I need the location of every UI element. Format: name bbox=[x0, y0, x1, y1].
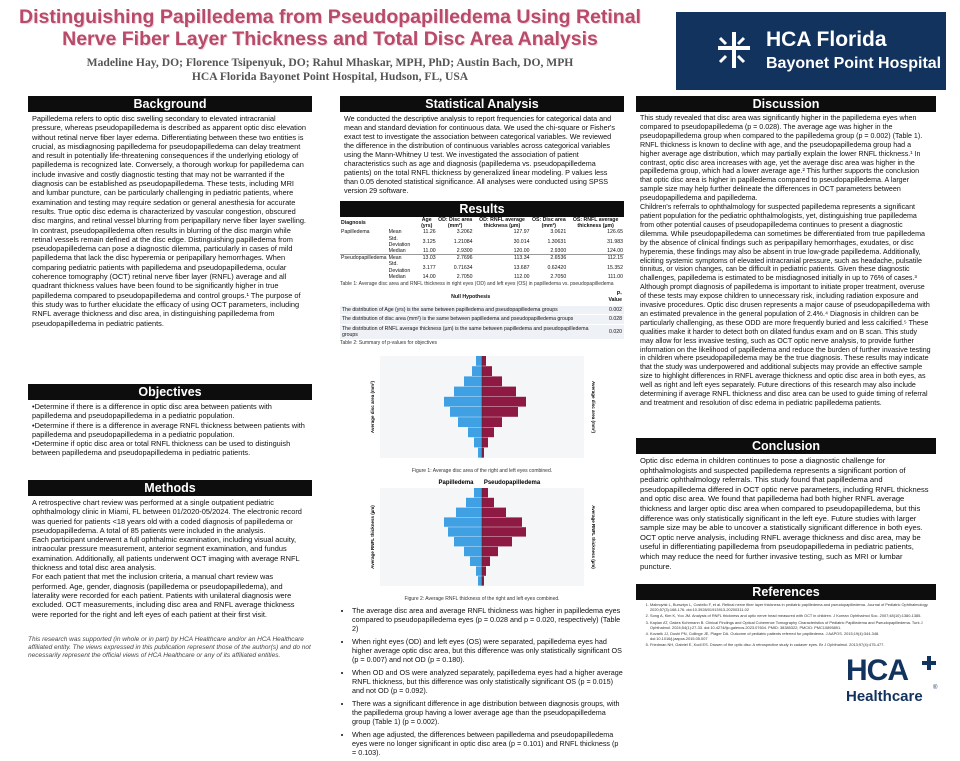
plus-icon bbox=[922, 656, 936, 670]
results-table-1 bbox=[340, 217, 624, 280]
table-cell: Mean bbox=[388, 229, 402, 236]
hca-cross-icon bbox=[710, 28, 754, 72]
figure-2-caption: Figure 2: Average RNFL thickness of the right and left eyes combined. bbox=[404, 596, 560, 603]
reference-list bbox=[636, 600, 936, 648]
section-heading-methods: Methods bbox=[28, 480, 312, 496]
table-cell: 2.6536 bbox=[530, 255, 567, 262]
poster-header bbox=[0, 0, 960, 92]
bar-left bbox=[456, 508, 482, 517]
table-cell: 2.9300 bbox=[456, 248, 473, 255]
middle-column bbox=[340, 96, 624, 761]
table-row bbox=[340, 305, 624, 314]
table-cell: 0.028 bbox=[601, 315, 624, 324]
group-label-right: Pseudopapilledema bbox=[483, 480, 541, 487]
bar-right bbox=[482, 498, 494, 507]
methods-paragraph: For each patient that met the inclusion criteria, a manual chart review was performed. Age, gender, diagnosis (papilledema or pseudopapilledema), and laterality were recorded for each patient. Patients with unilateral diagnosis were excluded. OCT measurements, including disc area and RNFL average thickness were reported for the right and left eyes of each patient at their first visit. bbox=[32, 572, 295, 619]
y-axis-label-left: Average disc area (mm²) bbox=[370, 381, 375, 434]
logo-line-1: HCA Florida bbox=[766, 28, 887, 51]
table-cell: 113.34 bbox=[474, 255, 531, 262]
funding-disclaimer: This research was supported (in whole or in part) by HCA Healthcare and/or an HCA Healthcare affiliated entity. The views expressed in this publication represent those of the author(s) and do not necessarily represent the official views of HCA Healthcare or any of its affiliated entities. bbox=[28, 636, 311, 659]
table-cell: 31.983 bbox=[607, 238, 623, 245]
table-cell: 2.7050 bbox=[550, 273, 567, 280]
table-header bbox=[388, 217, 417, 229]
table-cell: 111.00 bbox=[607, 273, 623, 280]
conclusion-text: Optic disc edema in children continues to pose a diagnostic challenge for ophthalmologists and suspected papilledema represents a significant portion of pediatric ophthalmology referrals. This study found that papilledema and pseudopapilledema differed in OCT optic nerve parameters, including RNFL thickness and optic disc area. We found that papilledema had both higher RNFL average thickness and larger optic disc area when compared to pseudopapilledema, but this difference was only statistically significant in the left eye. Future studies with larger sample size may be able to uncover a statistically significant difference in both eyes. OCT optic nerve analysis, including RNFL average thickness and disc area, may be useful in differentiating papilledema from pseudopapilledema in pediatric patients, which may reduce the need for further invasive testing, such as MRI or lumbar puncture. bbox=[640, 456, 929, 571]
table-cell: 3.0621 bbox=[550, 229, 567, 236]
bar-left bbox=[476, 356, 482, 366]
bar-right bbox=[482, 387, 516, 397]
table-cell: Papilledema bbox=[341, 229, 370, 236]
table-row bbox=[340, 248, 624, 255]
bar-left bbox=[466, 498, 482, 507]
table-cell: 14.00 bbox=[422, 273, 436, 280]
table-cell: 1.30631 bbox=[547, 238, 567, 245]
table-row bbox=[340, 324, 624, 339]
bar-right bbox=[482, 567, 486, 576]
bar-left bbox=[454, 537, 482, 546]
bar-right bbox=[482, 367, 492, 377]
list-item: • There was a significant difference in age distribution between diagnosis groups, with the papilledema group having a lower average age than the pseudopapilledema group (Table 1) (p = 0.002). bbox=[352, 699, 624, 726]
table-cell: 13.687 bbox=[513, 264, 530, 271]
bar-right bbox=[482, 518, 522, 527]
table-header: Age (yrs) bbox=[421, 217, 433, 230]
table-cell: 112.00 bbox=[513, 273, 530, 280]
discussion-paragraph: This study revealed that disc area was significantly higher in the papilledema eyes when compared to pseudopapilledema (p = 0.028). The average age was higher in the pseudopapilledema group when compared to the papilledema group (p = 0.002) (Table 1). RNFL thickness is known to decline with age, and the pseudopapilledema group had a higher average age distribution, which may partially explain the lower RNFL thickness.¹ In contrast, optic disc area increases with age, yet the average disc area was higher in the papilledema group, which had a lower average age.² This further supports the conclusion that optic disc area is higher in papilledema compared to pseudopapilledema. A larger sample size may help further delineate the differences in OCT parameters between pseudopapilledema and papilledema. bbox=[640, 114, 923, 203]
table-header: OD: RNFL average thickness (µm) bbox=[479, 217, 525, 230]
bar-right bbox=[482, 418, 502, 428]
table-cell: 13.03 bbox=[417, 255, 437, 262]
table-header-row bbox=[340, 217, 624, 229]
table-cell: 2.7050 bbox=[456, 273, 473, 280]
table-header: P-Value bbox=[608, 291, 622, 304]
table-cell: 2.7696 bbox=[437, 255, 474, 262]
table-cell: 120.00 bbox=[513, 248, 530, 255]
reference-item: 3. Kaplan AT, Oakes Kohrmann B. Clinical Findings and Optical Coherence Tomography Characteristics of Pediatric Papilledema and Pseudopapilledema. Turk J Ophthalmol. 2024;54(1):27-33. doi:10.4274/tjo.galenos.2023.07604. PMID: 38385322; PMCID: PMC10895891. bbox=[650, 621, 930, 631]
section-heading-results: Results bbox=[340, 201, 624, 217]
bar-left bbox=[472, 367, 482, 377]
table-body bbox=[340, 229, 624, 280]
methods-paragraph: Each participant underwent a full ophthalmic examination, including visual acuity, intraocular pressure measurement, anterior segment examination, and fundus examination. Additionally, all patients underwent OCT imaging with average RNFL thickness and total disc area analysis. bbox=[32, 535, 300, 573]
bar-left bbox=[474, 438, 482, 448]
bar-left bbox=[478, 577, 482, 586]
objective-item: •Determine if there is a difference in average RNFL thickness between patients with papilledema and pseudopapilledema in a pediatric population. bbox=[32, 420, 305, 439]
section-heading-statistical-analysis: Statistical Analysis bbox=[340, 96, 624, 112]
section-heading-objectives: Objectives bbox=[28, 384, 312, 400]
bar-left bbox=[454, 387, 482, 397]
table-cell bbox=[340, 236, 388, 248]
table-cell: Mean bbox=[388, 255, 417, 262]
bar-right bbox=[482, 407, 518, 417]
table-cell: 0.002 bbox=[601, 305, 624, 314]
table-header-row bbox=[340, 290, 624, 305]
table-cell: The distribution of RNFL average thickness (µm) is the same between papilledema and pseudopapilledema groups bbox=[340, 324, 601, 339]
reference-item: 4. Kovarik JJ, Doshi PN, Collinge JE, Plager DA. Outcome of pediatric patients referred for papilledema. J AAPOS. 2015;19(4):344-348. doi:10.1016/j.jaapos.2015.05.007 bbox=[650, 632, 930, 642]
table-cell: 1.21084 bbox=[453, 238, 473, 245]
table-1-caption: Table 1: Average disc area and RNFL thickness in right eyes (OD) and left eyes (OS) in papilledema vs. pseudopapilledema bbox=[340, 281, 614, 288]
objective-item: •Determine if there is a difference in optic disc area between patients with papilledema and pseudopapilledema in a pediatric population. bbox=[32, 402, 272, 421]
table-cell: Median bbox=[388, 248, 406, 255]
author-list: Madeline Hay, DO; Florence Tsipenyuk, DO; Rahul Mhaskar, MPH, PhD; Austin Bach, DO, MPH bbox=[86, 56, 574, 69]
table-cell: 11.00 bbox=[423, 248, 436, 255]
bar-left bbox=[476, 567, 482, 576]
bar-left bbox=[450, 407, 482, 417]
table-row bbox=[340, 315, 624, 324]
table-cell: 11.26 bbox=[423, 229, 436, 236]
left-column bbox=[28, 96, 312, 621]
section-heading-conclusion: Conclusion bbox=[636, 438, 936, 454]
bar-right bbox=[482, 508, 506, 517]
table-cell: 112.15 bbox=[567, 255, 624, 262]
bar-right bbox=[482, 577, 484, 586]
section-heading-references: References bbox=[636, 584, 936, 600]
bar-right bbox=[482, 397, 526, 407]
logo-hca-text: HCA bbox=[846, 654, 908, 687]
table-cell: 126.65 bbox=[607, 229, 623, 236]
table-header: OD: Disc area (mm²) bbox=[438, 217, 473, 230]
table-cell: Pseudopapilledema bbox=[341, 255, 387, 262]
figure-1 bbox=[340, 350, 624, 475]
list-item: • The average disc area and average RNFL thickness was higher in papilledema eyes compared to pseudopapilledema eyes (p = 0.028 and p = 0.020, respectively) (Table 2) bbox=[352, 606, 624, 633]
reference-item: 2. Song A, Kim K, Yoo JM. Analysis of RNFL thickness and optic nerve head measured with OCT in children. J Korean Ophthalmol Soc. 2007;48(10):1380-1385. bbox=[650, 614, 930, 619]
bar-left bbox=[444, 397, 482, 407]
table-cell: 3.177 bbox=[422, 264, 436, 271]
bar-left bbox=[444, 518, 482, 527]
objective-item: •Determine if optic disc area or total RNFL thickness can be used to distinguish between papilledema and pseudopapilledema in pediatric patients. bbox=[32, 439, 291, 458]
table-cell: Std. Deviation bbox=[388, 235, 411, 248]
bar-left bbox=[470, 557, 482, 566]
bar-left bbox=[458, 418, 482, 428]
bar-left bbox=[478, 448, 482, 458]
table-header: Null Hypothesis bbox=[451, 294, 491, 301]
table-cell: 2.9300 bbox=[550, 248, 567, 255]
table-cell bbox=[340, 274, 388, 280]
table-cell: 0.71634 bbox=[453, 264, 473, 271]
table-body bbox=[340, 305, 624, 339]
table-cell: 0.62420 bbox=[547, 264, 567, 271]
table-header: Diagnosis bbox=[341, 220, 366, 227]
table-cell bbox=[340, 261, 388, 273]
table-row bbox=[340, 236, 624, 248]
bar-right bbox=[482, 557, 490, 566]
table-cell: 127.97 bbox=[513, 229, 530, 236]
hca-healthcare-logo bbox=[846, 654, 946, 710]
table-cell: The distribution of disc area (mm²) is the same between papilledema and pseudopapilledema groups bbox=[340, 315, 601, 324]
bar-left bbox=[464, 547, 482, 556]
y-axis-label-right: Average disc area (mm²) bbox=[591, 381, 596, 434]
y-axis-label-right: Average RNFL thickness (µm) bbox=[591, 505, 596, 570]
logo-healthcare-text: Healthcare bbox=[846, 688, 923, 705]
table-row bbox=[340, 261, 624, 273]
results-table-2 bbox=[340, 290, 624, 339]
bar-right bbox=[482, 537, 512, 546]
table-row bbox=[340, 274, 624, 280]
hca-florida-logo bbox=[676, 12, 946, 90]
table-2-caption: Table 2: Summary of p-values for objectives bbox=[340, 340, 437, 347]
bar-right bbox=[482, 356, 486, 366]
poster-title: Distinguishing Papilledema from Pseudopapilledema Using Retinal Nerve Fiber Layer Thickness and Total Disc Area Analysis bbox=[19, 6, 641, 50]
list-item: • When age adjusted, the differences between papilledema and pseudopapilledema eyes were no longer significant in optic disc area (p = 0.101) and RNFL thickness (p = 0.103). bbox=[352, 730, 624, 757]
discussion-text bbox=[636, 112, 936, 432]
section-heading-background: Background bbox=[28, 96, 312, 112]
results-bullets bbox=[340, 606, 624, 757]
figure-2 bbox=[340, 476, 624, 603]
bar-right bbox=[482, 438, 488, 448]
methods-text bbox=[28, 496, 312, 621]
background-text: Papilledema refers to optic disc swelling secondary to elevated intracranial pressure, whereas pseudopapilledema is described as apparent optic disc elevation without retinal nerve fiber layer edema. Differentiating between these two entities is crucial, as misdiagnosing papilledema for pseudopapilledema can delay treatment and result in potentially life-threatening consequences if the underlying etiology of papilledema is recognized late. Conversely, a thorough workup for papilledema can include invasive and costly diagnostic testing that may not be warranted if the diagnosis can be established as pseudopapilledema. These tests, including MRI and lumbar puncture, can be particularly challenging in pediatric patients, where examination and testing may require sedation or general anesthesia for accurate results. True optic disc edema is characterized by vascular congestion, obscured disc margins, and retinal vessel blurring from peripapillary nerve fiber layer swelling. In contrast, pseudopapilledema often results in blurring of the disc margin while retinal vessels remain defined at the disc edge. Distinguishing papilledema from pseudopapilledema can pose a diagnostic dilemma, particularly in cases of mild papilledema that lack the disc hyperemia or peripapillary hemorrhages. When comparing pediatric patients with papilledema and pseudopapilledema, ocular coherence tomography (OCT) retinal nerve fiber layer (RNFL) average and all quadrant thickness values have been found to be significantly higher in true papilledema compared to pseudopapilledema and control groups.¹ The purpose of this study was to further elucidate the efficacy of using OCT parameters, including RNFL average thickness and disc area, in distinguishing papilledema from pseudopapilledema in pediatric patients. bbox=[32, 114, 307, 328]
disc-area-histogram bbox=[340, 350, 624, 462]
bar-left bbox=[448, 528, 482, 537]
statistical-text: We conducted the descriptive analysis to report frequencies for categorical data and mean and standard deviation for continuous data. We used the chi-square or Fisher's exact test to investigate the association between categorical variables. We reviewed the difference in the distribution of continuous variables across categorical variables using the Mann-Whitney U test. We investigated the association of patient characteristics such as age and diagnosis (papilledema vs. pseudopapilledema patients) on the total RNFL thickness by generalized linear modeling. P values less than 0.05 denoted statistical significance. All analyses were conducted using SPSS version 29 software. bbox=[344, 114, 615, 195]
table-cell: 3.2062 bbox=[456, 229, 473, 236]
table-cell: 3.125 bbox=[422, 238, 436, 245]
table-cell bbox=[340, 248, 388, 255]
table-row bbox=[340, 255, 624, 262]
table-cell: 0.020 bbox=[601, 324, 624, 339]
table-cell: Median bbox=[388, 273, 406, 280]
reference-item: 5. Friedman NH, Gabriel E, Kodl ES. Drusen of the optic disc: A retrospective study in cadaver eyes. Br J Ophthalmol. 2013;97(4):475-477. bbox=[650, 643, 930, 648]
bar-right bbox=[482, 428, 494, 438]
methods-paragraph: A retrospective chart review was performed at a single outpatient pediatric ophthalmology clinic in Miami, FL between 01/2020-05/2024. The electronic record was queried for patients <18 years old with a coded diagnosis of papilledema or pseudopapilledema. A total of 85 patients were included in the analysis. bbox=[32, 498, 302, 535]
list-item: • When right eyes (OD) and left eyes (OS) were separated, papilledema eyes had higher average optic disc area, but this difference was only statistically significant OS (p = 0.007) and not OD (p = 0.180). bbox=[352, 637, 624, 664]
table-cell: Std. Deviation bbox=[388, 261, 411, 274]
section-heading-discussion: Discussion bbox=[636, 96, 936, 112]
table-header: OS: RNFL average thickness (µm) bbox=[572, 217, 619, 230]
table-cell: 30.014 bbox=[513, 238, 530, 245]
bar-right bbox=[482, 528, 526, 537]
table-header: OS: Disc area (mm²) bbox=[531, 217, 566, 230]
trademark: ® bbox=[933, 685, 938, 691]
rnfl-histogram bbox=[340, 476, 624, 590]
bar-left bbox=[468, 428, 482, 438]
bar-right bbox=[482, 488, 488, 497]
bar-left bbox=[464, 377, 482, 387]
bar-right bbox=[482, 377, 502, 387]
table-cell: The distribution of Age (yrs) is the same between papilledema and pseudopapilledema groups bbox=[340, 305, 601, 314]
list-item: • When OD and OS were analyzed separately, papilledema eyes had a higher average RNFL thickness, but this difference was only statistically significant OS (p = 0.015) and not OD (p = 0.092). bbox=[352, 668, 624, 695]
y-axis-label-left: Average RNFL thickness (µm) bbox=[370, 505, 375, 570]
bar-right bbox=[482, 448, 484, 458]
logo-line-2: Bayonet Point Hospital bbox=[766, 55, 942, 72]
figure-1-caption: Figure 1: Average disc area of the right and left eyes combined. bbox=[411, 468, 553, 475]
reference-item: 1. Malmqvist L, Bursztyn L, Costello F, et al. Retinal nerve fiber layer thickness in pediatric papilledema and pseudopapilledema. Journal of Pediatric Ophthalmology. 2020;57(3):168-176. doi:10.3928/01913913-20200311-02 bbox=[650, 603, 930, 613]
table-cell: 124.00 bbox=[607, 248, 623, 255]
bar-left bbox=[474, 488, 482, 497]
objectives-list bbox=[28, 400, 312, 470]
table-cell: 15.352 bbox=[607, 264, 623, 271]
affiliation: HCA Florida Bayonet Point Hospital, Hudson, FL, USA bbox=[191, 70, 469, 83]
discussion-paragraph: Children's referrals to ophthalmology for suspected papilledema represents a significant patient population for the pediatric ophthalmologists, yet, distinguishing true papilledema from other potential causes of pseudopapilledema continues to present a diagnostic dilemma. While pseudopapilledema can sometimes be differentiated from true papilledema by the absence of clinical findings such as peripapillary hemorrhages, exudates, or disc hyperemia, these findings may also be absent in true low-grade papilledema. Additionally, eliciting systemic symptoms of elevated intracranial pressure, such as headache, pulsatile tinnitus, or vision changes, can be difficult in pediatric patients. Given these diagnostic challenges, papilledema is estimated to be misdiagnosed initially in up to 76% of cases.³ Although prompt diagnosis of papilledema is important to initiate proper treatment, overuse of these tests may expose children to unnecessary risk, including radiation exposure and invasive procedures. Optic disc drusen represents a major cause of pseudopapilledema with an estimated prevalence in the general population of 2.4%.⁴ Diagnosis in children can be particularly challenging, as these ODD are more frequently buried and less calcified.⁵ These qualities make it harder to detect both on dilated fundus exam and on B scan. This study may allow for less invasive testing, such as OCT optic nerve analysis, to provide further information on the likelihood of papilledema and reduce the burden of further invasive testing in children where pseudopapilledema may be the true diagnosis. These results may indicate that the study was underpowered and additional subjects may provide an effective sample size to highlight differences in RNFL average thickness and optic disc area in both eyes, as well as right and left eyes separately. Future directions of this research may also include determining if average RNFL thickness and disc area can be used to guide timing of referral and treatment and resolution of disc edema in pediatric papilledema patients. bbox=[640, 203, 931, 407]
bar-right bbox=[482, 547, 498, 556]
right-column bbox=[636, 96, 936, 650]
group-label-left: Papilledema bbox=[438, 480, 474, 487]
